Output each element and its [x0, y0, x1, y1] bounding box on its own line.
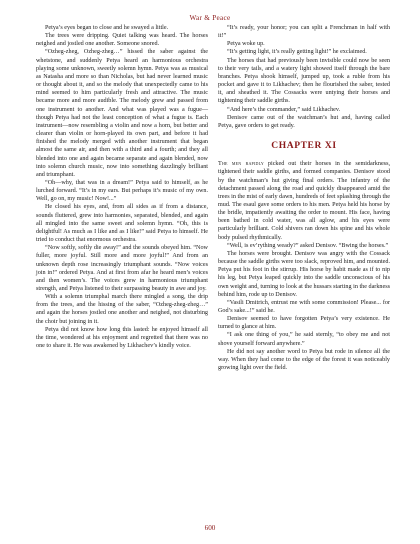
paragraph: The horses that had previously been invisible could now be seen to their very tails, and a watery light showed itself through the bare branches. Petya shook himself, jumped up, took a ruble from his pocket and gave it to Likhachev; then he flourished the saber, tested it, and sheathed it. The Cossacks were untying their horses and tightening their saddle girths.: [218, 57, 390, 105]
paragraph: Petya woke up.: [227, 41, 265, 48]
chapter-title: CHAPTER XI: [271, 141, 337, 152]
paragraph: The horses were brought. Denisov was angry with the Cossack because the saddle girths were too slack, reproved him, and mounted. Petya put his foot in the stirrup. His horse by habit made as if to nip his leg, but Petya leaped quickly into the saddle unconscious of his own weight and, turning to look at the hussars starting in the darkness behind him, rode up to Denisov.: [218, 250, 390, 298]
chapter-opening-paragraph: [218, 160, 390, 242]
paragraph: With a solemn triumphal march there mingled a song, the drip from the trees, and the hissing of the saber, “Ozheg-zheg-zheg…” and again the horses jostled one another and neighed, not disturbing the choir but joining in it.: [36, 294, 208, 325]
right-column: [218, 24, 390, 372]
paragraph: “Oh—why, that was in a dream!” Petya said to himself, as he lurched forward. “It’s in my ears. But perhaps it’s music of my own. Well, go on, my music! Now!...”: [36, 179, 208, 203]
left-column: [36, 24, 208, 350]
paragraph: “It’s ready, your honor; you can split a Frenchman in half with it!”: [218, 25, 390, 40]
page-number: 600: [204, 524, 216, 532]
paragraph: Denisov came out of the watchman’s hut and, having called Petya, gave orders to get ready.: [218, 114, 390, 129]
paragraph: “It’s getting light, it’s really getting light!” he exclaimed.: [227, 49, 367, 56]
paragraph: “And here’s the commander,” said Likhachev.: [227, 106, 341, 113]
paragraph: “Well, is ev’rything weady?” asked Denisov. “Bwing the horses.”: [227, 242, 389, 249]
paragraph: He did not say another word to Petya but rode in silence all the way. When they had come to the edge of the forest it was noticeably growing light over the field.: [218, 348, 390, 372]
paragraph: Denisov seemed to have forgotten Petya’s very existence. He turned to glance at him.: [218, 316, 390, 331]
chapter-opening-text: picked out their horses in the semidarkness, tightened their saddle girths, and formed companies. Denisov stood by the watchman’s hut giving final orders. The infantry of the detachment passed along the road and quickly disappeared amid the trees in the mist of early dawn, hundreds of feet splashing through the mud. The esaul gave some orders to his men. Petya held his horse by the bridle, impatiently awaiting the order to mount. His face, having been bathed in cold water, was all aglow, and his eyes were particularly brilliant. Cold shivers ran down his spine and his whole body pulsed rhythmically.: [218, 161, 390, 241]
paragraph: The trees were dripping. Quiet talking was heard. The horses neighed and jostled one another. Someone snored.: [36, 33, 208, 48]
chapter-lead-in: The men rapidly: [218, 161, 264, 168]
paragraph: “Ozheg-zheg, Ozheg-zheg…” hissed the saber against the whetstone, and suddenly Petya heard an harmonious orchestra playing some unknown, sweetly solemn hymn. Petya was as musical as Natasha and more so than Nicholas, but had never learned music or thought about it, and so the melody that unexpectedly came to his mind seemed to him particularly fresh and attractive. The music became more and more audible. The melody grew and passed from one instrument to another. And what was played was a fugue—though Petya had not the least conception of what a fugue is. Each instrument—now resembling a violin and now a horn, but better and clearer than violin or horn-played its own part, and before it had finished the melody merged with another instrument that began almost the same air, and then with a third and a fourth; and they all blended into one and again became separate and again blended, now into solemn church music, now into something dazzlingly brilliant and triumphant.: [36, 49, 208, 178]
paragraph: He closed his eyes, and, from all sides as if from a distance, sounds fluttered, grew into harmonies, separated, blended, and again all mingled into the same sweet and solemn hymn. “Oh, this is delightful! As much as I like and as I like!” said Petya to himself. He tried to conduct that enormous orchestra.: [36, 204, 208, 244]
paragraph: Petya’s eyes began to close and he swayed a little.: [45, 25, 169, 31]
paragraph: “Vasili Dmitrich, entrust me with some commission! Please... for God’s sake...!” said he.: [218, 299, 390, 314]
paragraph: Petya did not know how long this lasted: he enjoyed himself all the time, wondered at his enjoyment and regretted that there was no one to share it. He was awakened by Likhachev’s kindly voice.: [36, 326, 208, 350]
paragraph: “I ask one thing of you,” he said sternly, “to obey me and not shove yourself forward anywhere.”: [218, 332, 390, 347]
paragraph: “Now softly, softly die away!” and the sounds obeyed him. “Now fuller, more joyful. Still more and more joyful!” And from an unknown depth rose increasingly triumphant sounds. “Now voices join in!” ordered Petya. And at first from afar he heard men’s voices and then women’s. The voices grew in harmonious triumphant strength, and Petya listened to their surpassing beauty in awe and joy.: [36, 245, 208, 292]
running-head: War & Peace: [189, 14, 231, 22]
